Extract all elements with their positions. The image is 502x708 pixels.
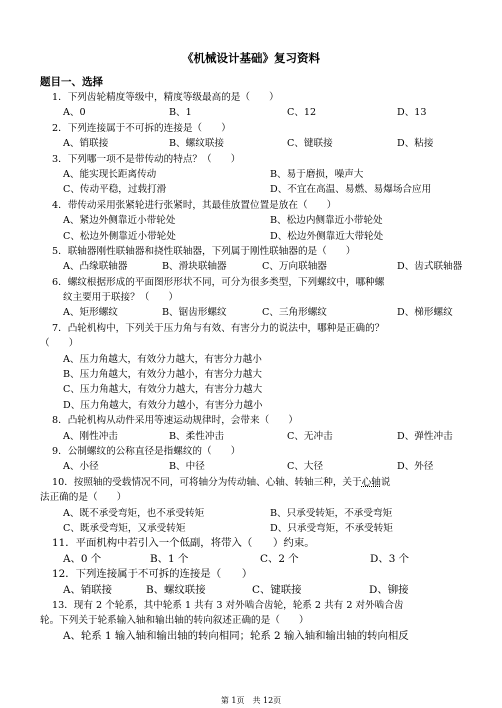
option-c: C、三角形螺纹: [262, 307, 327, 319]
options-3-ab: [0, 167, 502, 182]
option-a: A、轮系 1 输入轴和输出轴的转向相同；轮系 2 输入轴和输出轴的转向相反: [63, 629, 409, 642]
question-3: 3．下列哪一项不是带传动的特点？（ ）: [52, 153, 241, 165]
option-a: A、刚性冲击: [63, 430, 118, 442]
option-c: C、键联接: [287, 138, 333, 150]
option-a: A、能实现长距离传动: [63, 168, 157, 180]
option-c: C、无冲击: [287, 430, 333, 442]
options-2: [0, 136, 502, 151]
question-10-cont: 法正确的是（ ）: [40, 492, 127, 504]
option-b: B、1: [169, 107, 192, 119]
question-8: 8．凸轮机构从动件采用等速运动规律时，会带来（ ）: [52, 415, 298, 427]
option-a: A、压力角越大，有效分力越大，有害分力越小: [63, 353, 262, 365]
option-a: A、销联接: [63, 138, 109, 150]
option-b: B、松边内侧靠近小带轮处: [270, 215, 383, 227]
option-a: A、既不承受弯矩，也不承受转矩: [63, 507, 205, 519]
option-b: B、中径: [169, 461, 205, 473]
option-d: D、外径: [397, 461, 434, 473]
option-d: D、压力角越大，有效分力越小，有害分力越小: [63, 399, 263, 411]
option-d: D、弹性冲击: [397, 430, 453, 442]
question-13: 13．现有 2 个轮系，其中轮系 1 共有 3 对外啮合齿轮，轮系 2 共有 2 对外啮合齿: [52, 599, 404, 611]
document-title: 《机械设计基础》复习资料: [182, 51, 320, 65]
option-c: C、传动平稳，过载打滑: [63, 184, 167, 196]
option-d: D、齿式联轴器: [397, 261, 463, 273]
option-c: C、键联接: [252, 583, 302, 596]
options-10-cd: [0, 521, 502, 536]
options-8: [0, 429, 502, 444]
question-7: 7．凸轮机构中，下列关于压力角与有效、有害分力的说法中，哪种是正确的？: [52, 322, 385, 334]
question-list: [0, 90, 502, 644]
options-6: [0, 305, 502, 320]
option-d: D、不宜在高温、易燃、易爆场合应用: [270, 184, 432, 196]
option-d: D、只承受弯矩，不承受转矩: [270, 522, 393, 534]
question-9: 9．公制螺纹的公称直径是指螺纹的（ ）: [52, 445, 241, 457]
option-a: A、0 个: [63, 552, 102, 565]
option-d: D、铆接: [369, 583, 409, 596]
option-d: D、梯形螺纹: [397, 307, 453, 319]
question-10: [0, 475, 502, 490]
options-4-cd: [0, 229, 502, 244]
option-a: A、紧边外侧靠近小带轮处: [63, 215, 176, 227]
option-a: A、销联接: [63, 583, 113, 596]
options-12: [0, 583, 502, 598]
options-4-ab: [0, 213, 502, 228]
options-9: [0, 459, 502, 474]
option-c: C、万向联轴器: [262, 261, 327, 273]
options-5: [0, 259, 502, 274]
question-1: 1．下列齿轮精度等级中，精度等级最高的是（ ）: [52, 92, 279, 103]
question-13-cont: 轮。下列关于轮系输入轴和输出轴的转向叙述正确的是（ ）: [40, 615, 309, 627]
page-footer: 第 1页 共 12页: [220, 696, 282, 705]
section-heading: 题目一、选择: [40, 76, 103, 88]
question-10-underlined: 心轴: [361, 476, 381, 488]
option-a: A、小径: [63, 461, 99, 473]
option-a: A、矩形螺纹: [63, 307, 118, 319]
options-3-cd: [0, 182, 502, 197]
option-b: B、柔性冲击: [169, 430, 225, 442]
question-6: 6．螺纹根据形成的平面图形形状不同，可分为很多类型，下列螺纹中，哪种螺: [52, 276, 385, 288]
option-c: C、松边外侧靠近小带轮处: [63, 230, 176, 242]
question-2: 2．下列连接属于不可拆的连接是（ ）: [52, 122, 231, 134]
option-d: D、松边外侧靠近大带轮处: [270, 230, 384, 242]
option-b: B、锯齿形螺纹: [162, 307, 227, 319]
question-4: 4．带传动采用张紧轮进行张紧时，其最佳放置位置是放在（ ）: [52, 199, 337, 211]
options-1: [0, 105, 502, 120]
option-c: C、大径: [287, 461, 324, 473]
option-b: B、1 个: [150, 552, 189, 565]
question-12: 12．下列连接属于不可拆的连接是（ ）: [52, 568, 253, 581]
question-10-tail: 说: [380, 476, 391, 488]
option-b: B、滑块联轴器: [162, 261, 227, 273]
option-c: C、压力角越大，有效分力越大，有害分力越大: [63, 384, 263, 396]
option-b: B、螺纹联接: [169, 138, 225, 150]
option-b: B、只承受转矩，不承受弯矩: [270, 507, 393, 519]
option-c: C、12: [287, 107, 317, 119]
question-10-text: 10．按照轴的受载情况不同，可将轴分为传动轴、心轴、转轴三种，关于: [52, 476, 362, 488]
option-b: B、压力角越大，有效分力越小，有害分力越大: [63, 369, 262, 381]
option-d: D、粘接: [397, 138, 434, 150]
option-c: C、2 个: [260, 552, 299, 565]
option-b: B、易于磨损，噪声大: [270, 168, 364, 180]
question-7-cont: （ ）: [40, 338, 79, 350]
question-5: 5．联轴器刚性联轴器和挠性联轴器，下列属于刚性联轴器的是（ ）: [52, 245, 356, 257]
question-6-cont: 纹主要用于联接？（ ）: [63, 292, 179, 304]
option-b: B、螺纹联接: [146, 583, 206, 596]
option-a: A、0: [63, 107, 86, 119]
options-10-ab: [0, 506, 502, 521]
options-11: [0, 552, 502, 567]
option-d: D、13: [397, 107, 427, 119]
option-a: A、凸缘联轴器: [63, 261, 128, 273]
question-11: 11．平面机构中若引入一个低副，将带入（ ）约束。: [52, 537, 315, 550]
option-c: C、既承受弯矩，又承受转矩: [63, 522, 186, 534]
option-d: D、3 个: [370, 552, 410, 565]
